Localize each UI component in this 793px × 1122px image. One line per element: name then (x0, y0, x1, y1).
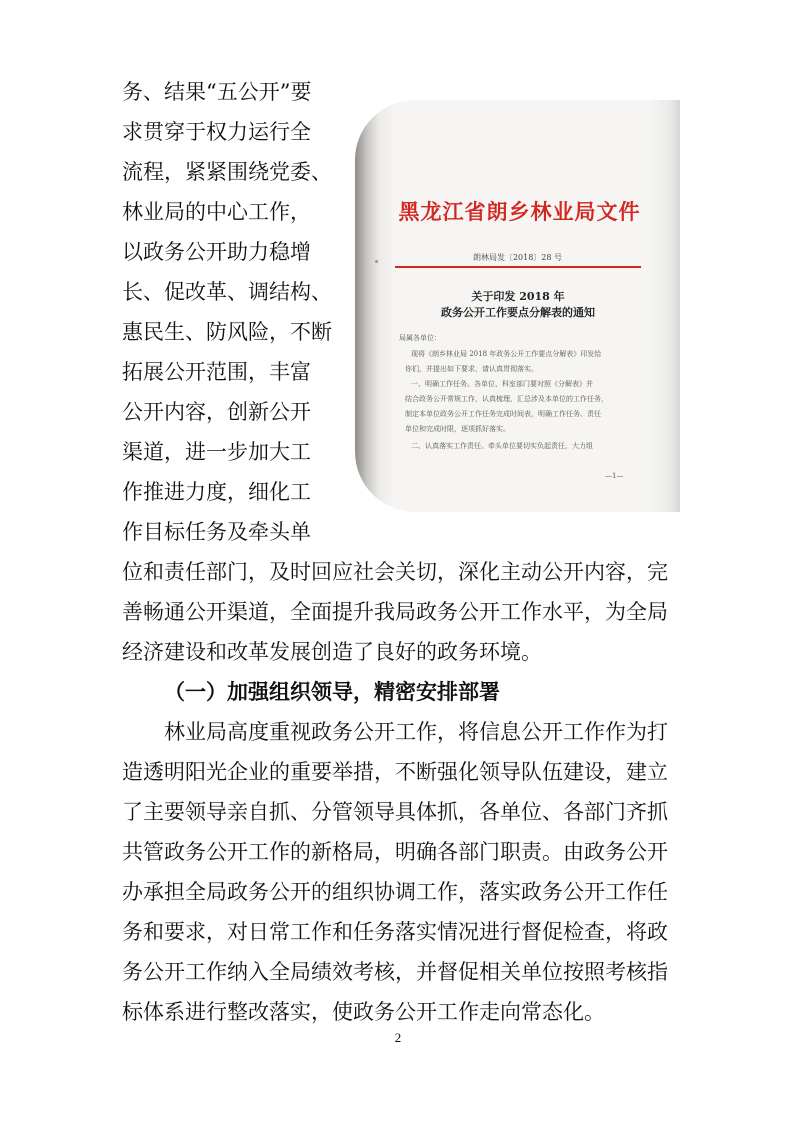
body-line: 善畅通公开渠道，全面提升我局政务公开工作水平，为全局 (122, 600, 668, 624)
body-line: 共管政务公开工作的新格局，明确各部门职责。由政务公开 (122, 840, 668, 864)
document-red-rule (395, 266, 641, 268)
page-number: 2 (394, 1030, 402, 1045)
document-header: 黑龙江省朗乡林业局文件 (398, 200, 641, 224)
document-body-line: 一、明确工作任务。各单位、科室部门要对照《分解表》并 (411, 380, 593, 388)
body-line: 渠道，进一步加大工 (122, 440, 311, 464)
body-line: 林业局的中心工作， (122, 200, 311, 224)
body-line: 造透明阳光企业的重要举措，不断强化领导队伍建设，建立 (122, 760, 668, 784)
document-page-label: —1— (605, 472, 624, 480)
document-addressee: 局属各单位： (399, 334, 441, 342)
body-line: 求贯穿于权力运行全 (122, 120, 311, 144)
document-number: 朗林局发〔2018〕28 号 (472, 253, 563, 262)
body-line: 标体系进行整改落实，使政务公开工作走向常态化。 (122, 1000, 605, 1024)
document-photo (355, 100, 680, 512)
document-body-line: 单位和完成时限，逐项抓好落实。 (405, 425, 510, 433)
body-line: 长、促改革、调结构、 (122, 280, 332, 304)
body-line: 以政务公开助力稳增 (122, 240, 311, 264)
document-body-line: 二、认真落实工作责任。牵头单位要切实负起责任，大力组 (411, 442, 593, 450)
body-line: 位和责任部门，及时回应社会关切，深化主动公开内容，完 (122, 560, 668, 584)
document-body-line: 现将《朗乡林业局 2018 年政务公开工作要点分解表》印发给 (411, 350, 602, 358)
body-line: 作推进力度，细化工 (122, 480, 311, 504)
section-heading: （一）加强组织领导，精密安排部署 (164, 679, 500, 704)
document-paper (355, 100, 680, 512)
body-line: 作目标任务及牵头单 (122, 520, 311, 544)
body-line: 务、结果“五公开”要 (122, 80, 312, 104)
body-line: 务和要求，对日常工作和任务落实情况进行督促检查，将政 (122, 920, 668, 944)
body-line: 经济建设和改革发展创造了良好的政务环境。 (122, 640, 542, 664)
body-line: 流程，紧紧围绕党委、 (122, 160, 332, 184)
body-line: 惠民生、防风险，不断 (122, 320, 332, 344)
document-body-line: 制定本单位政务公开工作任务完成时间表，明确工作任务、责任 (405, 410, 601, 418)
document-body-line: 你们，并提出如下要求，请认真贯彻落实。 (405, 365, 538, 373)
document-title-line2: 政务公开工作要点分解表的通知 (441, 306, 595, 319)
body-line: 办承担全局政务公开的组织协调工作，落实政务公开工作任 (122, 880, 668, 904)
binding-mark (375, 260, 378, 263)
document-body-line: 结合政务公开常规工作，认真梳理，汇总涉及本单位的工作任务， (405, 395, 608, 403)
body-line: 务公开工作纳入全局绩效考核，并督促相关单位按照考核指 (122, 960, 668, 984)
body-line: 公开内容，创新公开 (122, 400, 311, 424)
body-line: 林业局高度重视政务公开工作，将信息公开工作作为打 (164, 720, 668, 744)
body-line: 拓展公开范围，丰富 (122, 360, 311, 384)
document-title-line1: 关于印发 2018 年 (471, 290, 565, 303)
body-line: 了主要领导亲自抓、分管领导具体抓，各单位、各部门齐抓 (122, 800, 668, 824)
